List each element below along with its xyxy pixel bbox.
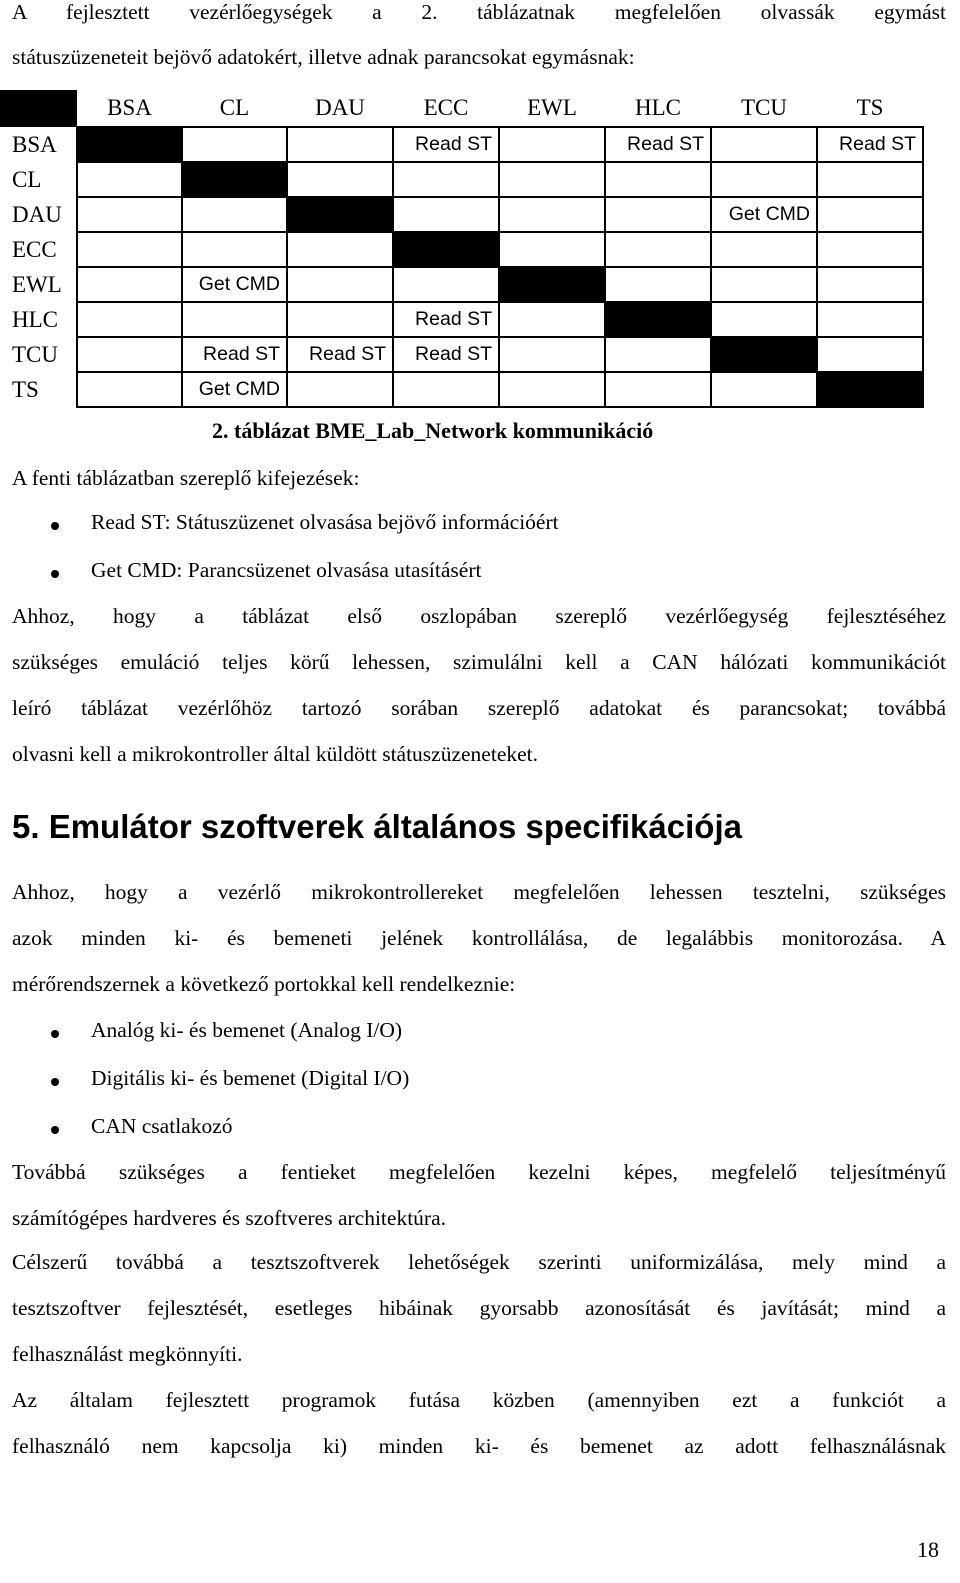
paragraph-line: Célszerű továbbá a tesztszoftverek lehetőségek szerinti uniformizálása, mely mind a <box>12 1250 946 1274</box>
table-cell <box>182 197 287 232</box>
column-header: DAU <box>315 95 365 120</box>
table-cell <box>287 232 393 267</box>
table-cell: Read ST <box>393 127 499 162</box>
table-cell <box>711 232 817 267</box>
table-cell <box>817 302 923 337</box>
table-cell: Read ST <box>182 337 287 372</box>
table-cell <box>499 372 605 407</box>
paragraph-line: azok minden ki- és bemeneti jelének kontrollálása, de legalábbis monitorozása. A <box>12 926 946 950</box>
table-cell <box>77 162 182 197</box>
table-cell: Read ST <box>605 127 711 162</box>
table-cell <box>393 267 499 302</box>
diagonal-filled-cell <box>605 302 711 337</box>
bullet-icon <box>51 570 59 578</box>
row-header: DAU <box>12 201 62 227</box>
table-cell: Get CMD <box>182 372 287 407</box>
table-cell <box>605 232 711 267</box>
bullet-icon <box>51 1078 59 1086</box>
table-cell <box>711 127 817 162</box>
bullet-icon <box>51 1030 59 1038</box>
diagonal-filled-cell <box>817 372 923 407</box>
table-cell <box>817 232 923 267</box>
table-cell: Read ST <box>393 302 499 337</box>
column-header: TCU <box>741 95 787 120</box>
paragraph-line: felhasználó nem kapcsolja ki) minden ki- és bemenet az adott felhasználásnak <box>12 1434 946 1458</box>
paragraph-line: Továbbá szükséges a fentieket megfelelően kezelni képes, megfelelő teljesítményű <box>12 1160 946 1184</box>
paragraph-line: olvasni kell a mikrokontroller által küldött státuszüzeneteket. <box>12 742 539 766</box>
table-cell: Get CMD <box>182 267 287 302</box>
row-header: EWL <box>12 271 62 297</box>
table-row <box>0 232 923 267</box>
table-cell <box>711 372 817 407</box>
table-cell <box>499 197 605 232</box>
table-cell <box>711 302 817 337</box>
paragraph-line: számítógépes hardveres és szoftveres architektúra. <box>12 1206 446 1230</box>
row-header: TCU <box>12 341 58 367</box>
table-header-row <box>0 90 923 127</box>
communication-table <box>0 90 924 408</box>
table-cell <box>77 372 182 407</box>
table-row <box>0 267 923 302</box>
table-cell: Read ST <box>817 127 923 162</box>
paragraph-line: mérőrendszernek a következő portokkal kell rendelkeznie: <box>12 972 516 996</box>
table-cell <box>499 162 605 197</box>
intro-line-1: A fejlesztett vezérlőegységek a 2. táblázatnak megfelelően olvassák egymást <box>12 0 946 24</box>
column-header: BSA <box>107 95 152 120</box>
column-header: CL <box>219 95 250 120</box>
table-cell <box>499 127 605 162</box>
paragraph-line: Ahhoz, hogy a vezérlő mikrokontrollereket megfelelően lehessen tesztelni, szükséges <box>12 880 946 904</box>
table-cell <box>287 267 393 302</box>
table-cell <box>77 267 182 302</box>
section-heading: 5. Emulátor szoftverek általános specifikációja <box>12 808 742 845</box>
intro-line-2: státuszüzeneteit bejövő adatokért, illetve adnak parancsokat egymásnak: <box>12 45 635 69</box>
table-cell: Read ST <box>287 337 393 372</box>
table-cell <box>287 127 393 162</box>
paragraph-line: Ahhoz, hogy a táblázat első oszlopában szereplő vezérlőegység fejlesztéséhez <box>12 604 946 628</box>
table-cell <box>287 372 393 407</box>
table-row <box>0 337 923 372</box>
table-cell <box>711 267 817 302</box>
table-cell <box>605 337 711 372</box>
paragraph-line: szükséges emuláció teljes körű lehessen, szimulálni kell a CAN hálózati kommunikációt <box>12 650 946 674</box>
table-caption: 2. táblázat BME_Lab_Network kommunikáció <box>212 418 654 443</box>
table-cell <box>77 232 182 267</box>
diagonal-filled-cell <box>182 162 287 197</box>
paragraph-line: tesztszoftver fejlesztését, esetleges hibáinak gyorsabb azonosítását és javítását; mind a <box>12 1296 946 1320</box>
row-header: ECC <box>12 236 57 262</box>
table-row <box>0 302 923 337</box>
table-cell <box>77 197 182 232</box>
table-cell: Get CMD <box>711 197 817 232</box>
table-corner-cell <box>0 90 77 127</box>
table-cell <box>605 162 711 197</box>
table-cell <box>605 372 711 407</box>
column-header: EWL <box>527 95 577 120</box>
table-cell <box>287 162 393 197</box>
row-header: HLC <box>12 306 58 332</box>
bullet-icon <box>51 1126 59 1134</box>
table-cell <box>182 127 287 162</box>
row-header: CL <box>12 166 42 192</box>
table-cell <box>287 302 393 337</box>
table-cell <box>499 337 605 372</box>
table-row <box>0 162 923 197</box>
table-cell <box>182 232 287 267</box>
column-header: HLC <box>635 95 681 120</box>
table-cell <box>605 197 711 232</box>
diagonal-filled-cell <box>393 232 499 267</box>
diagonal-filled-cell <box>287 197 393 232</box>
page-number: 18 <box>917 1537 939 1562</box>
diagonal-filled-cell <box>499 267 605 302</box>
document-page: A fejlesztett vezérlőegységek a 2. táblázatnak megfelelően olvassák egymást státuszüzeneteit bejövő adatokért, illetve adnak parancsokat egymásnak: BSA CL DAU ECC EWL HLC TCU TS BSA Read ST Read ST Read ST CL DAU Get CMD ECC EWL Get CMD HLC Read ST TCU Read ST Read ST Read ST TS Get CMD 2. táblázat BME_Lab_Network kommunikáció A fenti táblázatban szereplő kifejezések: Read ST: Státuszüzenet olvasása bejövő információért Get CMD: Parancsüzenet olvasása utasításért Ahhoz, hogy a táblázat első oszlopában szereplő vezérlőegység fejlesztéséhez szükséges emuláció teljes körű lehessen, szimulálni kell a CAN hálózati kommunikációt leíró táblázat vezérlőhöz tartozó sorában szereplő adatokat és parancsokat; továbbá olvasni kell a mikrokontroller által küldött státuszüzeneteket. 5. Emulátor szoftverek általános specifikációja Ahhoz, hogy a vezérlő mikrokontrollereket megfelelően lehessen tesztelni, szükséges azok minden ki- és bemeneti jelének kontrollálása, de legalábbis monitorozása. A mérőrendszernek a következő portokkal kell rendelkeznie: Analóg ki- és bemenet (Analog I/O) Digitális ki- és bemenet (Digital I/O) CAN csatlakozó Továbbá szükséges a fentieket megfelelően kezelni képes, megfelelő teljesítményű számítógépes hardveres és szoftveres architektúra. Célszerű továbbá a tesztszoftverek lehetőségek szerinti uniformizálása, mely mind a tesztszoftver fejlesztését, esetleges hibáinak gyorsabb azonosítását és javítását; mind a felhasználást megkönnyíti. Az általam fejlesztett programok futása közben (amennyiben ezt a funkciót a felhasználó nem kapcsolja ki) minden ki- és bemenet az adott felhasználásnak 18 <box>0 0 960 1583</box>
table-cell <box>77 302 182 337</box>
legend-intro: A fenti táblázatban szereplő kifejezések: <box>12 466 360 490</box>
diagonal-filled-cell <box>77 127 182 162</box>
table-cell <box>817 197 923 232</box>
table-cell <box>182 302 287 337</box>
paragraph-line: felhasználást megkönnyíti. <box>12 1342 243 1366</box>
diagonal-filled-cell <box>711 337 817 372</box>
bullet-icon <box>51 522 59 530</box>
column-header: TS <box>856 95 884 120</box>
table-cell: Read ST <box>393 337 499 372</box>
table-cell <box>817 162 923 197</box>
table-cell <box>499 302 605 337</box>
table-row <box>0 372 923 407</box>
paragraph-line: Az általam fejlesztett programok futása közben (amennyiben ezt a funkciót a <box>12 1388 946 1412</box>
table-cell <box>499 232 605 267</box>
paragraph-line: leíró táblázat vezérlőhöz tartozó sorában szereplő adatokat és parancsokat; továbbá <box>12 696 946 720</box>
table-cell <box>711 162 817 197</box>
table-cell <box>817 337 923 372</box>
table-cell <box>393 162 499 197</box>
table-row <box>0 197 923 232</box>
table-cell <box>77 337 182 372</box>
table-cell <box>393 372 499 407</box>
row-header: BSA <box>12 131 57 157</box>
table-cell <box>817 267 923 302</box>
table-row <box>0 127 923 162</box>
row-header: TS <box>12 376 39 402</box>
table-cell <box>605 267 711 302</box>
column-header: ECC <box>423 95 469 120</box>
table-cell <box>393 197 499 232</box>
